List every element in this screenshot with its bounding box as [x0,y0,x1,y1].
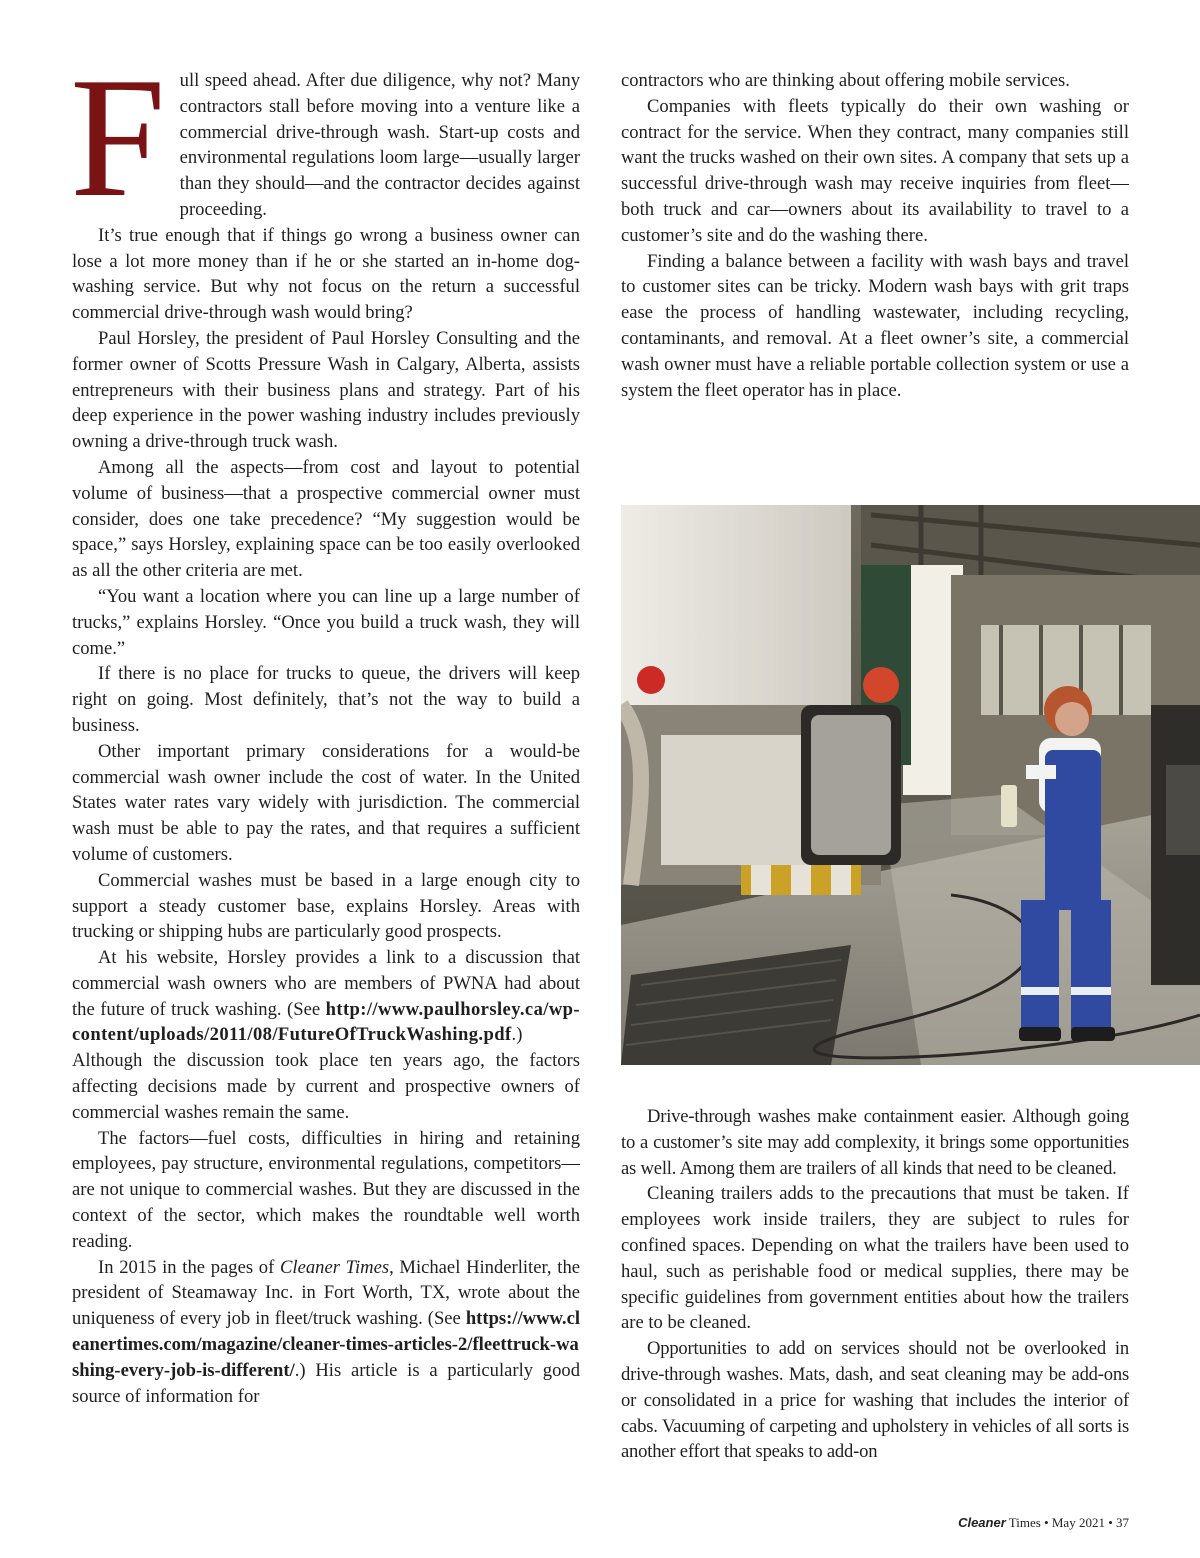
paragraph: Finding a balance between a facility with wash bays and travel to customer sites can be tricky. Modern wash bays with grit traps ease the process of handling wastewater, including recycling, contaminants, and removal. At a fleet owner’s site, a commercial wash owner must have a reliable portable collection system or use a system the fleet operator has in place. [621,250,1129,401]
magazine-brand: Cleaner [958,1515,1006,1530]
paragraph: Companies with fleets typically do their own washing or contract for the service. When they contract, many companies still want the trucks washed on their own sites. A company that sets up a successful drive-through wash may receive inquiries from fleet—both truck and car—owners about its availability to travel to a customer’s site and do the washing there. [621,95,1129,246]
paragraph-text: , Michael Hinderliter, the president of Steamaway Inc. in Fort Worth, TX, wrote about the uniqueness of every job in fleet/truck washing. (See [72,1256,580,1330]
paragraph-text: In 2015 in the pages of [98,1256,281,1278]
truck-wash-photo [621,505,1200,1065]
publication-title: Cleaner Times [280,1256,390,1278]
paragraph-text: At his website, Horsley provides a link to a discussion that commercial wash owners who are members of PWNA had about the future of truck washing. (See [72,947,580,1020]
paragraph: “You want a location where you can line up a large number of trucks,” explains Horsley. “Once you build a truck wash, they will come.” [72,585,580,659]
paragraph-intro [70,43,580,233]
left-column [70,43,580,1409]
intro-text: ull speed ahead. After due diligence, why not? Many contractors stall before moving into a venture like a commercial drive-through wash. Start-up costs and environmental regulations loom large—usually larger than they should—and the contractor decides against proceeding. [179,70,580,220]
right-column-top [621,68,1129,403]
paragraph: It’s true enough that if things go wrong a business owner can lose a lot more money than if he or she started an in-home dog-washing service. But why not focus on the return a successful commercial drive-through wash would bring? [72,224,580,324]
paragraph: Drive-through washes make containment easier. Although going to a customer’s site may add complexity, it brings some opportunities as well. Among them are trailers of all kinds that need to be cleaned. [621,1106,1129,1179]
footer-issue-page: Times • May 2021 • 37 [1005,1515,1129,1530]
pwna-discussion-link[interactable]: http://www.paulhorsley.ca/wp-content/uploads/2011/08/FutureOfTruckWashing.pdf [72,998,580,1046]
cleaner-times-article-link[interactable]: https://www.cleanertimes.com/magazine/cleaner-times-articles-2/fleettruck-washing-every-job-is-different/ [72,1308,580,1381]
paragraph: Opportunities to add on services should not be overlooked in drive-through washes. Mats, dash, and seat cleaning may be add-ons or consolidated in a price for washing that includes the interior of cabs. Vacuuming of carpeting and upholstery in vehicles of all sorts is another effort that speaks to add-on [621,1338,1129,1463]
paragraph: Commercial washes must be based in a large enough city to support a steady customer base, explains Horsley. Areas with trucking or shipping hubs are particularly good prospects. [72,869,580,943]
paragraph: Cleaning trailers adds to the precautions that must be taken. If employees work inside trailers, they are subject to rules for confined spaces. Depending on what the trailers have been used to haul, such as perishable food or medical supplies, there may be specific guidelines from government entities about how the trailers are to be cleaned. [621,1183,1129,1334]
paragraph: Among all the aspects—from cost and layout to potential volume of business—that a prospective commercial owner must consider, does one take precedence? “My suggestion would be space,” says Horsley, explaining space can be too easily overlooked as all the other criteria are met. [72,456,580,582]
paragraph-with-link [72,1255,580,1410]
paragraph-text: .) His article is a particularly good source of information for [72,1359,580,1407]
paragraph-with-link [72,945,580,1126]
drop-cap: F [70,43,166,233]
page-footer [958,1515,1129,1531]
paragraph: Paul Horsley, the president of Paul Horsley Consulting and the former owner of Scotts Pressure Wash in Calgary, Alberta, assists entrepreneurs with their business plans and strategy. Part of his deep experience in the power washing industry includes previously owning a drive-through truck wash. [72,327,580,453]
paragraph: If there is no place for trucks to queue, the drivers will keep right on going. Most definitely, that’s not the way to build a business. [72,663,580,736]
paragraph: Other important primary considerations for a would-be commercial wash owner include the cost of water. In the United States water rates vary widely with jurisdiction. The commercial wash must be able to pay the rates, and that requires a sufficient volume of customers. [72,740,580,865]
right-column-bottom [621,1104,1129,1465]
paragraph: contractors who are thinking about offering mobile services. [621,70,1070,91]
paragraph: The factors—fuel costs, difficulties in hiring and retaining employees, pay structure, environmental regulations, competitors—are not unique to commercial washes. But they are discussed in the context of the sector, which makes the roundtable well worth reading. [72,1127,580,1252]
paragraph-text: .) Although the discussion took place ten years ago, the factors affecting decisions made by current and prospective owners of commercial washes remain the same. [72,1024,580,1123]
